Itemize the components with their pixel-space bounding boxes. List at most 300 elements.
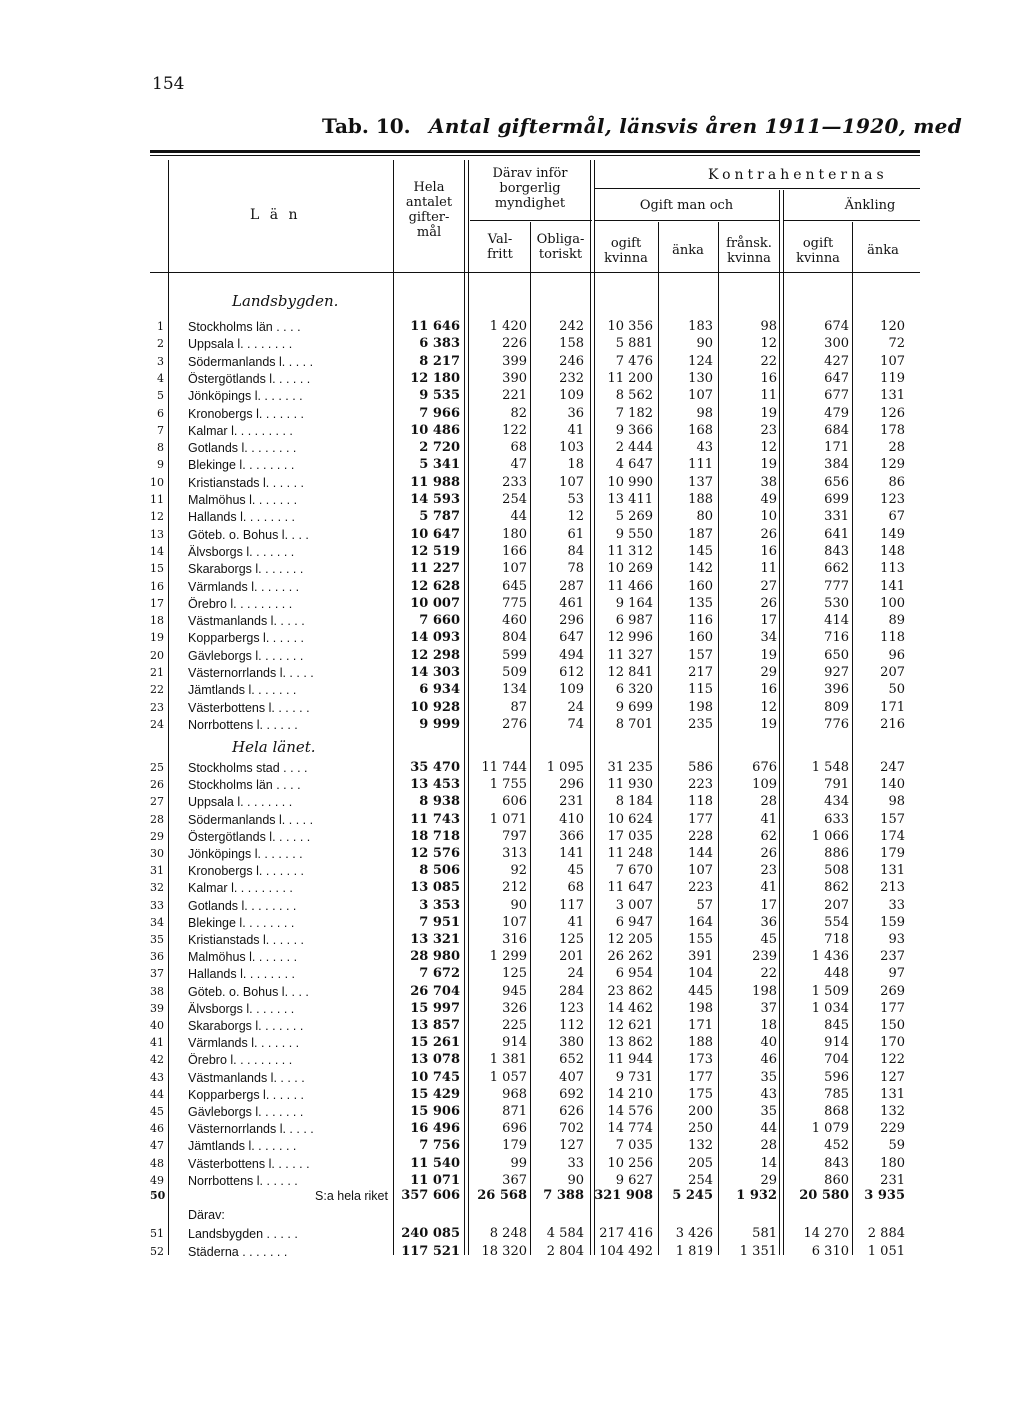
cell-ogift-kvinna: 10 990	[607, 474, 653, 490]
cell-ankling-ogift-kvinna: 434	[824, 794, 849, 810]
cell-anka: 107	[688, 863, 713, 879]
cell-hela-antalet: 15 906	[410, 1104, 460, 1119]
cell-ankling-anka: 174	[880, 828, 905, 844]
row-name: Värmlands l. . . . . . .	[188, 1036, 300, 1051]
row-name: Värmlands l. . . . . . .	[188, 579, 300, 594]
cell-ankling-ogift-kvinna: 331	[824, 509, 849, 525]
cell-hela-antalet: 12 576	[410, 846, 460, 861]
table-row	[150, 1155, 920, 1173]
cell-ankling-ogift-kvinna: 777	[824, 578, 849, 594]
cell-fransk-kvinna: 10	[760, 509, 777, 525]
cell-ogift-kvinna: 6 954	[615, 966, 653, 982]
cell-ogift-kvinna: 17 035	[607, 828, 653, 844]
cell-obligatoriskt: 287	[559, 578, 584, 594]
row-number: 43	[150, 1070, 164, 1084]
header-bottom-rule	[150, 272, 920, 273]
cell-ankling-anka: 131	[880, 388, 905, 404]
table-row	[150, 931, 920, 949]
cell-fransk-kvinna: 19	[760, 647, 777, 663]
cell-obligatoriskt: 692	[559, 1086, 584, 1102]
table-row	[150, 612, 920, 630]
cell-ankling-ogift-kvinna: 452	[824, 1138, 849, 1154]
row-number: 30	[150, 847, 164, 860]
row-name: Städerna . . . . . . .	[188, 1245, 288, 1259]
cell-ogift-kvinna: 7 035	[615, 1138, 653, 1154]
cell-ankling-anka: 28	[888, 440, 905, 456]
cell-ankling-anka: 72	[888, 336, 905, 352]
cell-ankling-anka: 67	[888, 509, 905, 525]
cell-ankling-ogift-kvinna: 791	[824, 777, 849, 793]
table-row	[150, 1137, 920, 1155]
cell-obligatoriskt: 127	[559, 1138, 584, 1154]
cell-ogift-kvinna: 11 200	[607, 370, 653, 386]
cell-ogift-kvinna: 31 235	[607, 760, 653, 775]
cell-ankling-anka: 177	[880, 1000, 905, 1016]
row-name: Uppsala l. . . . . . . .	[188, 337, 293, 352]
cell-ankling-anka: 119	[880, 370, 905, 386]
cell-obligatoriskt: 296	[559, 613, 584, 629]
cell-ankling-ogift-kvinna: 396	[824, 682, 849, 698]
cell-ankling-ogift-kvinna: 862	[824, 880, 849, 896]
header-darav-line3: myndighet	[494, 196, 566, 211]
header-anka: änka	[672, 243, 704, 258]
header-hela-line1: Hela	[413, 180, 445, 195]
row-number: 21	[150, 666, 164, 679]
cell-valfritt: 254	[502, 492, 527, 507]
table-row	[150, 965, 920, 983]
row-name: Kalmar l. . . . . . . . .	[188, 423, 293, 438]
cell-ankling-ogift-kvinna: 384	[824, 457, 849, 473]
cell-hela-antalet: 11 540	[410, 1155, 460, 1171]
cell-hela-antalet: 14 593	[410, 492, 460, 507]
cell-fransk-kvinna: 11	[760, 561, 777, 577]
cell-obligatoriskt: 53	[567, 492, 584, 507]
row-name: Gotlands l. . . . . . . .	[188, 898, 297, 913]
cell-ankling-anka: 213	[880, 880, 905, 896]
cell-valfritt: 99	[510, 1155, 527, 1171]
cell-ogift-kvinna: 3 007	[615, 897, 653, 913]
cell-fransk-kvinna: 35	[760, 1104, 777, 1119]
cell-fransk-kvinna: 43	[760, 1086, 777, 1102]
cell-obligatoriskt: 647	[559, 630, 584, 646]
cell-anka: 177	[688, 811, 713, 827]
table-row	[150, 1034, 920, 1052]
cell-obligatoriskt: 117	[559, 897, 584, 913]
row-number: 45	[150, 1105, 164, 1118]
cell-valfritt: 509	[502, 665, 527, 680]
cell-hela-antalet: 5 787	[419, 509, 460, 525]
cell-ankling-ogift-kvinna: 785	[824, 1086, 849, 1102]
cell-ankling-ogift-kvinna: 479	[824, 405, 849, 421]
cell-ogift-kvinna: 23 862	[607, 983, 653, 999]
cell-ankling-ogift-kvinna: 809	[824, 699, 849, 715]
cell-fransk-kvinna: 29	[760, 665, 777, 680]
cell-valfritt: 1 381	[489, 1052, 527, 1068]
cell-hela-antalet: 10 007	[410, 595, 460, 611]
cell-hela-antalet: 7 660	[419, 613, 460, 629]
cell-anka: 137	[688, 474, 713, 490]
cell-obligatoriskt: 125	[559, 932, 584, 947]
cell-fransk-kvinna: 18	[760, 1018, 777, 1033]
cell-hela-antalet: 28 980	[410, 949, 460, 965]
cell-anka: 183	[688, 319, 713, 334]
row-number: 16	[150, 579, 164, 593]
row-number: 6	[157, 406, 164, 420]
table-row	[150, 793, 920, 811]
table-row	[150, 1051, 920, 1069]
row-number: 24	[150, 717, 164, 731]
table-row	[150, 335, 920, 353]
row-name: Göteb. o. Bohus l. . . .	[188, 527, 309, 542]
table-row	[150, 681, 920, 699]
cell-anka: 168	[688, 422, 713, 438]
cell-obligatoriskt: 366	[559, 828, 584, 844]
cell-ogift-kvinna: 11 930	[607, 777, 653, 793]
cell-obligatoriskt: 74	[567, 716, 584, 732]
cell-ankling-ogift-kvinna: 171	[824, 440, 849, 456]
row-number: 46	[150, 1122, 164, 1136]
cell-hela-antalet: 12 628	[410, 578, 460, 594]
cell-ankling-ogift-kvinna: 650	[824, 647, 849, 663]
row-name: Landsbygden . . . . .	[188, 1226, 298, 1241]
cell-anka: 116	[688, 613, 713, 629]
header-ogift-kvinna2-line1: ogift	[802, 236, 834, 251]
row-name: Västerbottens l. . . . . .	[188, 700, 310, 715]
table-row	[150, 759, 920, 777]
table-row	[150, 370, 920, 388]
row-name: Kopparbergs l. . . . . .	[188, 631, 305, 646]
cell-valfritt: 107	[502, 561, 527, 577]
cell-anka: 132	[688, 1138, 713, 1154]
cell-fransk-kvinna: 14	[760, 1155, 777, 1171]
cell-fransk-kvinna: 16	[760, 370, 777, 386]
header-ogift-kvinna-line2: kvinna	[604, 251, 648, 266]
table-row	[150, 1206, 920, 1224]
cell-ankling-anka: 131	[880, 863, 905, 879]
header-top-rule	[150, 150, 920, 153]
cell-valfritt: 125	[502, 966, 527, 982]
row-number: 4	[157, 371, 164, 385]
row-number: 15	[150, 562, 164, 576]
cell-ankling-anka: 157	[880, 811, 905, 827]
header-fransk	[719, 236, 779, 266]
cell-ogift-kvinna: 7 670	[615, 863, 653, 879]
cell-hela-antalet: 15 261	[410, 1035, 460, 1051]
section-label-landsbygden: Landsbygden.	[232, 292, 339, 310]
row-number: 1	[157, 320, 164, 333]
cell-ogift-kvinna: 5 269	[615, 509, 653, 525]
cell-anka: 90	[696, 336, 713, 352]
table-row	[150, 845, 920, 863]
cell-ankling-anka: 149	[880, 526, 905, 542]
row-number: 31	[150, 864, 164, 878]
cell-hela-antalet: 11 646	[410, 319, 460, 334]
cell-hela-antalet: 9 999	[419, 716, 460, 732]
cell-obligatoriskt: 1 095	[546, 760, 584, 775]
cell-ankling-anka: 33	[888, 897, 905, 913]
cell-obligatoriskt: 201	[559, 949, 584, 965]
cell-hela-antalet: 16 496	[410, 1121, 460, 1137]
cell-anka: 160	[688, 578, 713, 594]
cell-ankling-anka: 216	[880, 716, 905, 732]
cell-anka: 142	[688, 561, 713, 577]
table-row	[150, 595, 920, 613]
table-row	[150, 897, 920, 915]
cell-anka: 187	[688, 526, 713, 542]
cell-fransk-kvinna: 17	[760, 613, 777, 629]
row-number: 48	[150, 1156, 164, 1170]
cell-anka: 200	[688, 1104, 713, 1119]
cell-ogift-kvinna: 4 647	[615, 457, 653, 473]
cell-obligatoriskt: 626	[559, 1104, 584, 1119]
cell-ankling-anka: 123	[880, 492, 905, 507]
cell-ankling-anka: 97	[888, 966, 905, 982]
cell-obligatoriskt: 41	[567, 914, 584, 930]
cell-hela-antalet: 10 928	[410, 699, 460, 715]
cell-ankling-ogift-kvinna: 1 436	[811, 949, 849, 965]
cell-fransk-kvinna: 23	[760, 422, 777, 438]
cell-ankling-anka: 231	[880, 1172, 905, 1188]
row-name: Stockholms län . . . .	[188, 778, 301, 793]
cell-ankling-ogift-kvinna: 1 509	[811, 983, 849, 999]
cell-valfritt: 233	[502, 474, 527, 490]
cell-ogift-kvinna: 12 841	[607, 665, 653, 680]
cell-valfritt: 775	[502, 595, 527, 611]
cell-fransk-kvinna: 239	[752, 949, 777, 965]
cell-valfritt: 696	[502, 1121, 527, 1137]
table-row	[150, 560, 920, 578]
cell-fransk-kvinna: 45	[760, 932, 777, 947]
cell-hela-antalet: 7 756	[419, 1138, 460, 1154]
ogift-rule	[594, 220, 779, 221]
cell-ankling-anka: 2 884	[867, 1225, 905, 1241]
cell-ankling-anka: 141	[880, 578, 905, 594]
cell-valfritt: 44	[510, 509, 527, 525]
cell-anka: 391	[688, 949, 713, 965]
cell-ankling-ogift-kvinna: 927	[824, 665, 849, 680]
cell-fransk-kvinna: 17	[760, 897, 777, 913]
cell-ankling-anka: 127	[880, 1069, 905, 1085]
cell-hela-antalet: 240 085	[401, 1225, 460, 1241]
header-valfritt	[470, 232, 530, 262]
row-number: 51	[150, 1226, 164, 1240]
cell-ogift-kvinna: 6 947	[615, 914, 653, 930]
table-row	[150, 353, 920, 371]
cell-fransk-kvinna: 23	[760, 863, 777, 879]
cell-fransk-kvinna: 38	[760, 474, 777, 490]
cell-obligatoriskt: 410	[559, 811, 584, 827]
cell-fransk-kvinna: 16	[760, 543, 777, 559]
cell-ogift-kvinna: 10 256	[607, 1155, 653, 1171]
row-name: Västernorrlands l. . . . .	[188, 666, 314, 680]
table-row	[150, 811, 920, 829]
row-number: 26	[150, 778, 164, 792]
header-darav-line2: borgerlig	[499, 181, 561, 196]
cell-valfritt: 606	[502, 794, 527, 810]
row-number: 11	[150, 493, 164, 506]
cell-obligatoriskt: 78	[567, 561, 584, 577]
cell-ankling-ogift-kvinna: 207	[824, 897, 849, 913]
cell-fransk-kvinna: 29	[760, 1172, 777, 1188]
cell-ankling-anka: 118	[880, 630, 905, 646]
cell-valfritt: 226	[502, 336, 527, 352]
cell-hela-antalet: 35 470	[410, 760, 460, 775]
row-name: Västmanlands l. . . . .	[188, 1070, 305, 1085]
cell-obligatoriskt: 494	[559, 647, 584, 663]
cell-ogift-kvinna: 14 462	[607, 1000, 653, 1016]
cell-ogift-kvinna: 14 774	[607, 1121, 653, 1137]
cell-ankling-anka: 150	[880, 1018, 905, 1033]
cell-anka: 254	[688, 1172, 713, 1188]
cell-valfritt: 367	[502, 1172, 527, 1188]
cell-ankling-ogift-kvinna: 860	[824, 1172, 849, 1188]
cell-anka: 5 245	[672, 1188, 713, 1203]
cell-ogift-kvinna: 8 701	[615, 716, 653, 732]
cell-obligatoriskt: 18	[567, 457, 584, 473]
cell-ankling-anka: 132	[880, 1104, 905, 1119]
cell-hela-antalet: 5 341	[419, 457, 460, 473]
table-row	[150, 422, 920, 440]
cell-anka: 144	[688, 846, 713, 861]
row-name: Blekinge l. . . . . . . .	[188, 458, 295, 473]
row-number: 32	[150, 881, 164, 895]
cell-ankling-ogift-kvinna: 843	[824, 1155, 849, 1171]
row-name: Gotlands l. . . . . . . .	[188, 441, 297, 456]
row-number: 20	[150, 648, 164, 662]
header-ogift-kvinna2-line2: kvinna	[796, 251, 840, 266]
cell-obligatoriskt: 33	[567, 1155, 584, 1171]
row-name: Uppsala l. . . . . . . .	[188, 795, 293, 810]
cell-anka: 57	[696, 897, 713, 913]
cell-ogift-kvinna: 13 411	[607, 492, 653, 507]
cell-ankling-ogift-kvinna: 6 310	[811, 1244, 849, 1259]
row-number: 37	[150, 967, 164, 981]
cell-anka: 217	[688, 665, 713, 680]
cell-ankling-ogift-kvinna: 1 034	[811, 1000, 849, 1016]
cell-hela-antalet: 10 745	[410, 1069, 460, 1085]
cell-ogift-kvinna: 8 184	[615, 794, 653, 810]
row-number: 33	[150, 898, 164, 912]
cell-hela-antalet: 11 227	[410, 561, 460, 577]
cell-hela-antalet: 3 353	[419, 897, 460, 913]
cell-hela-antalet: 7 951	[419, 914, 460, 930]
cell-valfritt: 645	[502, 578, 527, 594]
cell-fransk-kvinna: 109	[752, 777, 777, 793]
cell-ankling-ogift-kvinna: 14 270	[803, 1225, 849, 1241]
cell-fransk-kvinna: 12	[760, 699, 777, 715]
cell-valfritt: 82	[510, 405, 527, 421]
cell-ankling-ogift-kvinna: 674	[824, 319, 849, 334]
cell-ankling-ogift-kvinna: 868	[824, 1104, 849, 1119]
cell-hela-antalet: 7 672	[419, 966, 460, 982]
cell-obligatoriskt: 246	[559, 353, 584, 369]
cell-valfritt: 68	[510, 440, 527, 456]
cell-anka: 250	[688, 1121, 713, 1137]
cell-ankling-ogift-kvinna: 20 580	[799, 1188, 849, 1203]
cell-ankling-ogift-kvinna: 699	[824, 492, 849, 507]
cell-valfritt: 225	[502, 1018, 527, 1033]
cell-valfritt: 804	[502, 630, 527, 646]
header-anka2: änka	[867, 243, 899, 258]
cell-fransk-kvinna: 26	[760, 846, 777, 861]
row-number: 7	[157, 423, 164, 437]
cell-hela-antalet: 6 934	[419, 682, 460, 698]
table-row	[150, 526, 920, 544]
cell-obligatoriskt: 232	[559, 370, 584, 386]
header-hela	[396, 180, 462, 240]
cell-ankling-anka: 178	[880, 422, 905, 438]
cell-ankling-ogift-kvinna: 414	[824, 613, 849, 629]
cell-anka: 223	[688, 880, 713, 896]
cell-ankling-anka: 159	[880, 914, 905, 930]
cell-hela-antalet: 15 429	[410, 1086, 460, 1102]
row-name: Blekinge l. . . . . . . .	[188, 915, 295, 930]
cell-valfritt: 221	[502, 388, 527, 404]
cell-valfritt: 1 755	[489, 777, 527, 793]
cell-hela-antalet: 8 506	[419, 863, 460, 879]
table-row	[150, 405, 920, 423]
ankling-rule	[784, 220, 920, 221]
cell-hela-antalet: 11 988	[410, 474, 460, 490]
row-number: 49	[150, 1173, 164, 1187]
row-number: 3	[157, 354, 164, 368]
cell-obligatoriskt: 107	[559, 474, 584, 490]
row-name: Malmöhus l. . . . . . .	[188, 950, 298, 965]
cell-valfritt: 179	[502, 1138, 527, 1154]
cell-fransk-kvinna: 22	[760, 353, 777, 369]
cell-hela-antalet: 12 298	[410, 647, 460, 663]
row-name: Jämtlands l. . . . . . .	[188, 1139, 297, 1154]
cell-hela-antalet: 357 606	[401, 1188, 460, 1203]
cell-valfritt: 1 057	[489, 1069, 527, 1085]
row-number: 5	[157, 389, 164, 403]
cell-fransk-kvinna: 35	[760, 1069, 777, 1085]
cell-obligatoriskt: 242	[559, 319, 584, 334]
cell-valfritt: 914	[502, 1035, 527, 1051]
cell-ankling-ogift-kvinna: 633	[824, 811, 849, 827]
cell-fransk-kvinna: 62	[760, 828, 777, 844]
cell-obligatoriskt: 2 804	[546, 1244, 584, 1259]
header-darav-line1: Därav inför	[492, 166, 568, 181]
cell-ankling-anka: 229	[880, 1121, 905, 1137]
row-name: Västernorrlands l. . . . .	[188, 1122, 314, 1137]
cell-fransk-kvinna: 28	[760, 794, 777, 810]
row-name: Jönköpings l. . . . . . .	[188, 847, 303, 861]
cell-anka: 175	[688, 1086, 713, 1102]
cell-valfritt: 390	[502, 370, 527, 386]
cell-ankling-ogift-kvinna: 1 066	[811, 828, 849, 844]
cell-valfritt: 313	[502, 846, 527, 861]
header-obligatoriskt-line2: toriskt	[538, 247, 583, 262]
header-hela-line3: gifter-	[408, 210, 450, 225]
row-name: Örebro l. . . . . . . . .	[188, 1053, 293, 1068]
cell-valfritt: 399	[502, 353, 527, 369]
cell-obligatoriskt: 12	[567, 509, 584, 525]
row-number: 52	[150, 1245, 164, 1258]
header-hela-line2: antalet	[405, 195, 453, 210]
cell-ankling-ogift-kvinna: 1 548	[811, 760, 849, 775]
row-name: Södermanlands l. . . . .	[188, 812, 314, 827]
cell-hela-antalet: 10 486	[410, 422, 460, 438]
table-number: Tab. 10.	[322, 114, 411, 138]
row-name: Örebro l. . . . . . . . .	[188, 596, 293, 611]
header-ogift-man: Ogift man och	[639, 198, 734, 213]
cell-ankling-ogift-kvinna: 716	[824, 630, 849, 646]
table-row	[150, 578, 920, 596]
cell-anka: 104	[688, 966, 713, 982]
cell-valfritt: 8 248	[489, 1225, 527, 1241]
cell-fransk-kvinna: 19	[760, 405, 777, 421]
